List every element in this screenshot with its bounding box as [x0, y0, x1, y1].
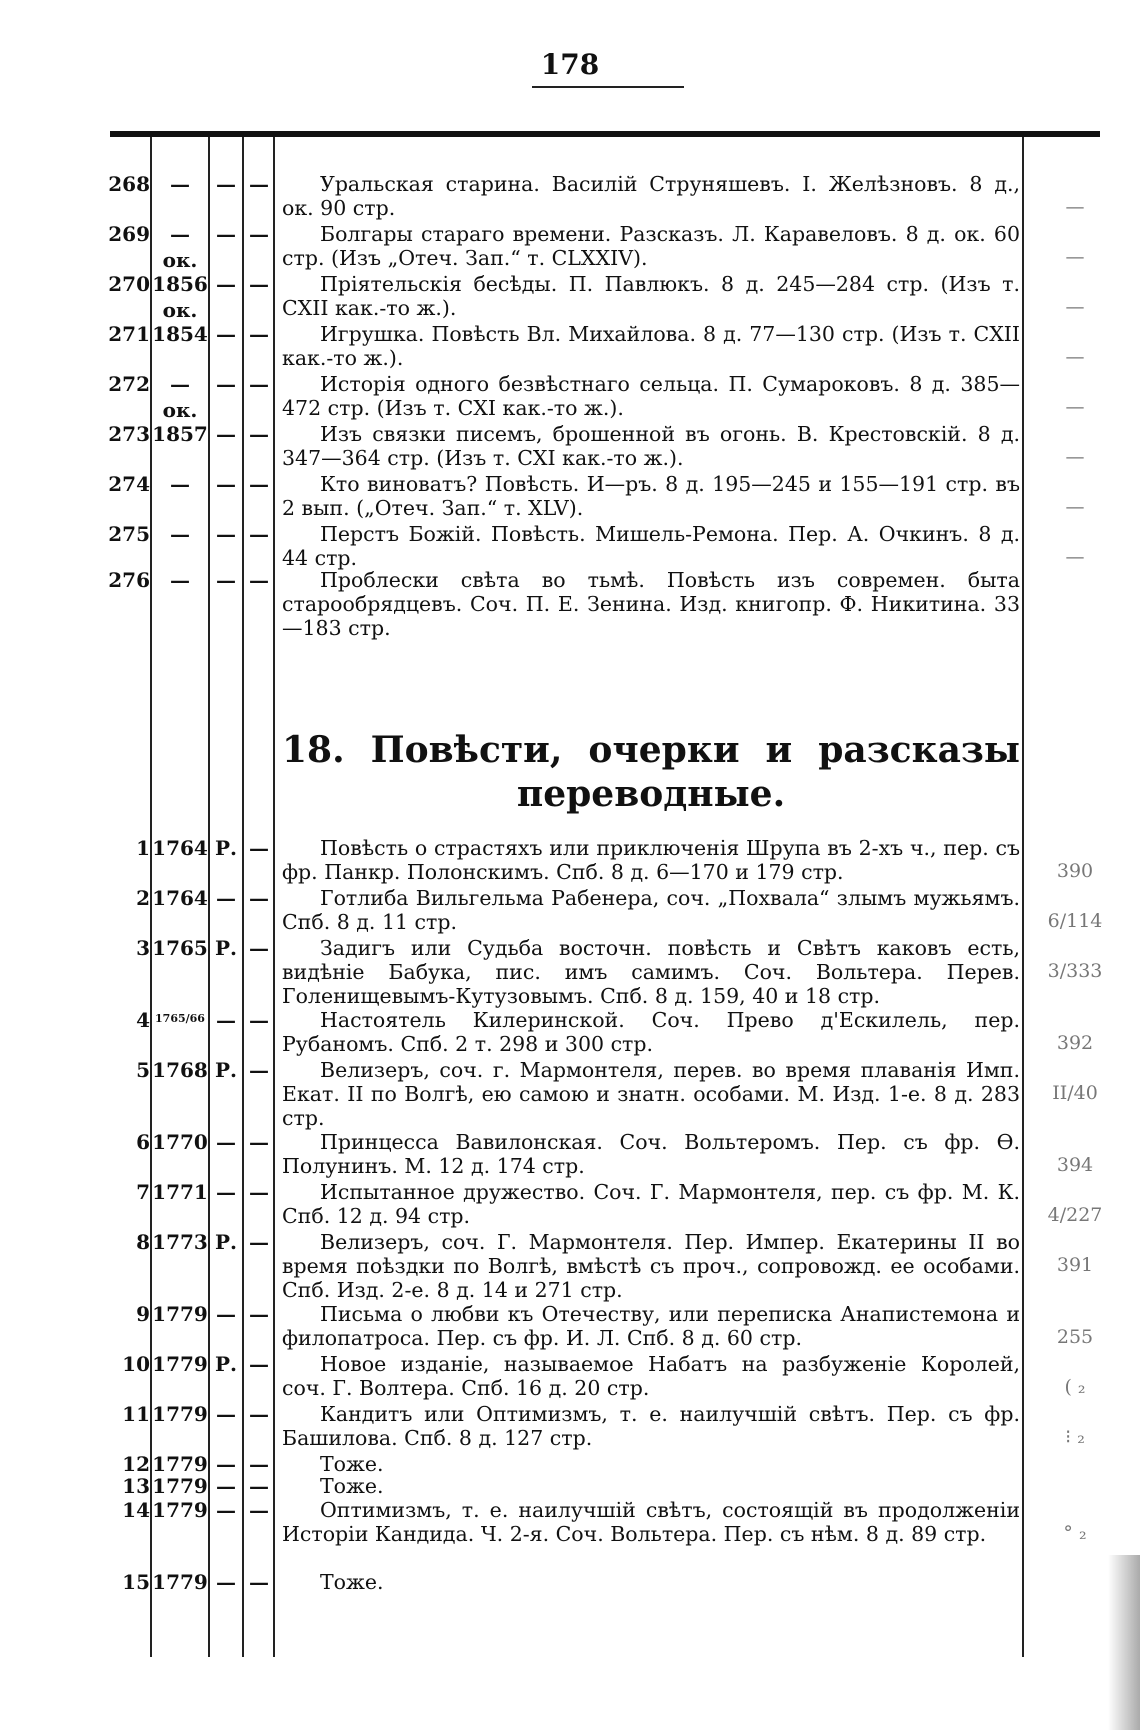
entry-text: Кандитъ или Оптимизмъ, т. е. наилучшій свѣтъ. Пер. съ фр. Башилова. Спб. 8 д. 127 стр.	[282, 1402, 1020, 1450]
entry-mark: —	[216, 472, 236, 496]
entry-year: 1764	[152, 836, 208, 860]
entry-text: Проблески свѣта во тьмѣ. Повѣсть изъ современ. быта старообрядцевъ. Соч. П. Е. Зенина. Изд. книгопр. Ф. Никитина. 33—183 стр.	[282, 568, 1020, 640]
circa-label: ок.	[162, 248, 198, 272]
entry-year: 1765/66	[155, 1012, 205, 1025]
entry-year: 1773	[152, 1230, 208, 1254]
entry-number: 276	[108, 568, 150, 592]
entry-text: Письма о любви къ Отечеству, или переписка Анапистемона и филопатроса. Пер. съ фр. И. Л. Спб. 8 д. 60 стр.	[282, 1302, 1020, 1350]
entry-mark: —	[216, 1498, 236, 1522]
entry-mark: Р.	[214, 836, 237, 860]
entry-text: Игрушка. Повѣсть Вл. Михайлова. 8 д. 77—130 стр. (Изъ т. CXII как.-то ж.).	[282, 322, 1020, 370]
entry-dash: —	[249, 1008, 269, 1032]
entry-year: —	[170, 472, 190, 496]
entry-dash: —	[249, 272, 269, 296]
entry-year: 1771	[152, 1180, 208, 1204]
margin-note: —	[1065, 446, 1085, 468]
entry-year: 1857	[152, 422, 208, 446]
entry-text: Задигъ или Судьба восточн. повѣсть и Свѣтъ каковъ есть, видѣніе Бабука, пис. имъ самимъ. Соч. Вольтера. Перев. Голенищевымъ-Кутузовымъ. Спб. 8 д. 159, 40 и 18 стр.	[282, 936, 1020, 1008]
circa-label: ок.	[162, 298, 198, 322]
entry-mark: —	[216, 272, 236, 296]
margin-note: 394	[1056, 1154, 1094, 1176]
entry-number: 269	[108, 222, 150, 246]
entry-mark: —	[216, 222, 236, 246]
entry-number: 6	[136, 1130, 150, 1154]
margin-note: 390	[1056, 860, 1094, 882]
entry-text: Уральская старина. Василій Струняшевъ. I. Желѣзновъ. 8 д., ок. 90 стр.	[282, 172, 1020, 220]
entry-text: Тоже.	[320, 1452, 384, 1476]
entry-dash: —	[249, 1302, 269, 1326]
margin-note: 255	[1056, 1326, 1094, 1348]
entry-number: 10	[122, 1352, 150, 1376]
entry-mark: —	[216, 1570, 236, 1594]
entry-text: Повѣсть о страстяхъ или приключенія Шрупа въ 2-хъ ч., пер. съ фр. Панкр. Полонскимъ. Спб. 8 д. 6—170 и 179 стр.	[282, 836, 1020, 884]
entry-number: 272	[108, 372, 150, 396]
margin-note: 391	[1056, 1254, 1094, 1276]
entry-text: Пріятельскія бесѣды. П. Павлюкъ. 8 д. 245—284 стр. (Изъ т. CXII как.-то ж.).	[282, 272, 1020, 320]
entry-dash: —	[249, 522, 269, 546]
entry-dash: —	[249, 936, 269, 960]
circa-label: ок.	[162, 398, 198, 422]
entry-mark: Р.	[214, 1058, 237, 1082]
entry-number: 8	[136, 1230, 150, 1254]
margin-note: —	[1065, 196, 1085, 218]
entry-number: 11	[122, 1402, 150, 1426]
entry-dash: —	[249, 472, 269, 496]
entry-text: Принцесса Вавилонская. Соч. Вольтеромъ. Пер. съ фр. Ѳ. Полунинъ. М. 12 д. 174 стр.	[282, 1130, 1020, 1178]
entry-dash: —	[249, 1570, 269, 1594]
entry-year: —	[170, 568, 190, 592]
margin-note: 4/227	[1047, 1204, 1103, 1226]
entry-number: 271	[108, 322, 150, 346]
entry-number: 14	[122, 1498, 150, 1522]
entry-number: 270	[108, 272, 150, 296]
entry-number: 274	[108, 472, 150, 496]
margin-note: 392	[1056, 1032, 1094, 1054]
entry-dash: —	[249, 1452, 269, 1476]
margin-note: —	[1065, 246, 1085, 268]
entry-year: 1856	[152, 272, 208, 296]
entry-mark: —	[216, 172, 236, 196]
page-number-underline	[532, 86, 684, 88]
entry-dash: —	[249, 222, 269, 246]
entry-text: Исторія одного безвѣстнаго сельца. П. Сумароковъ. 8 д. 385—472 стр. (Изъ т. CXI как.-то ж.).	[282, 372, 1020, 420]
entry-dash: —	[249, 1130, 269, 1154]
entry-mark: —	[216, 1402, 236, 1426]
entry-mark: —	[216, 1474, 236, 1498]
entry-dash: —	[249, 568, 269, 592]
entry-mark: —	[216, 568, 236, 592]
entry-text: Оптимизмъ, т. е. наилучшій свѣтъ, состоящій въ продолженіи Исторіи Кандида. Ч. 2-я. Соч. Вольтера. Пер. съ нѣм. 8 д. 89 стр.	[282, 1498, 1020, 1546]
entry-dash: —	[249, 1230, 269, 1254]
entry-mark: Р.	[214, 1230, 237, 1254]
entry-text: Болгары стараго времени. Разсказъ. Л. Каравеловъ. 8 д. ок. 60 стр. (Изъ „Отеч. Зап.“ т. CLXXIV).	[282, 222, 1020, 270]
margin-note: 3/333	[1047, 960, 1103, 982]
entry-text: Тоже.	[320, 1474, 384, 1498]
entry-number: 273	[108, 422, 150, 446]
entry-mark: —	[216, 886, 236, 910]
entry-mark: Р.	[214, 936, 237, 960]
entry-number: 9	[136, 1302, 150, 1326]
entry-year: 1779	[152, 1474, 208, 1498]
margin-note: 6/114	[1047, 910, 1103, 932]
entry-year: 1779	[152, 1302, 208, 1326]
entry-mark: —	[216, 1008, 236, 1032]
entry-year: —	[170, 372, 190, 396]
entry-dash: —	[249, 322, 269, 346]
entry-dash: —	[249, 1402, 269, 1426]
entry-mark: —	[216, 1302, 236, 1326]
margin-note: II/40	[1052, 1082, 1098, 1104]
entry-number: 3	[136, 936, 150, 960]
entry-text: Перстъ Божій. Повѣсть. Мишель-Ремона. Пер. А. Очкинъ. 8 д. 44 стр.	[282, 522, 1020, 570]
margin-note: —	[1065, 496, 1085, 518]
entry-mark: —	[216, 1452, 236, 1476]
entry-number: 1	[136, 836, 150, 860]
margin-note: —	[1065, 546, 1085, 568]
entry-mark: —	[216, 372, 236, 396]
section-heading: 18. Повѣсти, очерки и разсказы переводные.	[282, 729, 1020, 815]
entry-year: —	[170, 172, 190, 196]
entry-dash: —	[249, 1352, 269, 1376]
entry-year: 1779	[152, 1352, 208, 1376]
entry-text: Велизеръ, соч. Г. Мармонтеля. Пер. Импер. Екатерины II во время поѣздки по Волгѣ, вмѣстѣ съ проч., сопровожд. ее особами. Спб. Изд. 2-е. 8 д. 14 и 271 стр.	[282, 1230, 1020, 1302]
page-edge-shadow	[1108, 1555, 1140, 1730]
entry-dash: —	[249, 1058, 269, 1082]
entry-year: —	[170, 222, 190, 246]
entry-number: 13	[122, 1474, 150, 1498]
entry-number: 5	[136, 1058, 150, 1082]
entry-number: 15	[122, 1570, 150, 1594]
margin-note: ° ₂	[1063, 1522, 1087, 1544]
entry-year: 1779	[152, 1402, 208, 1426]
entry-year: 1854	[152, 322, 208, 346]
margin-note: ⁝ ₂	[1065, 1426, 1085, 1448]
entry-number: 2	[136, 886, 150, 910]
entry-mark: —	[216, 422, 236, 446]
entry-mark: Р.	[214, 1352, 237, 1376]
entry-text: Новое изданіе, называемое Набатъ на разбуженіе Королей, соч. Г. Волтера. Спб. 16 д. 20 стр.	[282, 1352, 1020, 1400]
entry-dash: —	[249, 1474, 269, 1498]
entry-number: 268	[108, 172, 150, 196]
margin-note: —	[1065, 396, 1085, 418]
margin-note: —	[1065, 346, 1085, 368]
entry-text: Изъ связки писемъ, брошенной въ огонь. В. Крестовскій. 8 д. 347—364 стр. (Изъ т. CXI как.-то ж.).	[282, 422, 1020, 470]
entry-mark: —	[216, 1180, 236, 1204]
entry-year: —	[170, 522, 190, 546]
top-rule	[110, 131, 1100, 137]
column-rule	[1022, 137, 1024, 1657]
entry-dash: —	[249, 1180, 269, 1204]
entry-text: Тоже.	[320, 1570, 384, 1594]
entry-year: 1765	[152, 936, 208, 960]
column-rule	[273, 137, 275, 1657]
entry-year: 1768	[152, 1058, 208, 1082]
entry-mark: —	[216, 1130, 236, 1154]
entry-text: Кто виноватъ? Повѣсть. И—ръ. 8 д. 195—245 и 155—191 стр. въ 2 вып. („Отеч. Зап.“ т. XLV).	[282, 472, 1020, 520]
entry-text: Готлиба Вильгельма Рабенера, соч. „Похвала“ злымъ мужьямъ. Спб. 8 д. 11 стр.	[282, 886, 1020, 934]
entry-dash: —	[249, 1498, 269, 1522]
entry-year: 1764	[152, 886, 208, 910]
entry-number: 12	[122, 1452, 150, 1476]
entry-mark: —	[216, 322, 236, 346]
entry-dash: —	[249, 372, 269, 396]
margin-note: —	[1065, 296, 1085, 318]
entry-number: 4	[136, 1008, 150, 1032]
entry-year: 1779	[152, 1570, 208, 1594]
entry-text: Настоятель Килеринской. Соч. Прево д'Ескилель, пер. Рубаномъ. Спб. 2 т. 298 и 300 стр.	[282, 1008, 1020, 1056]
entry-number: 275	[108, 522, 150, 546]
page-number: 178	[540, 48, 600, 81]
entry-mark: —	[216, 522, 236, 546]
entry-dash: —	[249, 422, 269, 446]
entry-year: 1770	[152, 1130, 208, 1154]
entry-dash: —	[249, 836, 269, 860]
entry-dash: —	[249, 172, 269, 196]
entry-number: 7	[136, 1180, 150, 1204]
entry-text: Велизеръ, соч. г. Мармонтеля, перев. во время плаванія Имп. Екат. II по Волгѣ, ею самою и знатн. особами. М. Изд. 1-е. 8 д. 283 стр.	[282, 1058, 1020, 1130]
entry-year: 1779	[152, 1452, 208, 1476]
entry-year: 1779	[152, 1498, 208, 1522]
entry-text: Испытанное дружество. Соч. Г. Мармонтеля, пер. съ фр. М. К. Спб. 12 д. 94 стр.	[282, 1180, 1020, 1228]
entry-dash: —	[249, 886, 269, 910]
margin-note: ( ₂	[1064, 1376, 1086, 1398]
